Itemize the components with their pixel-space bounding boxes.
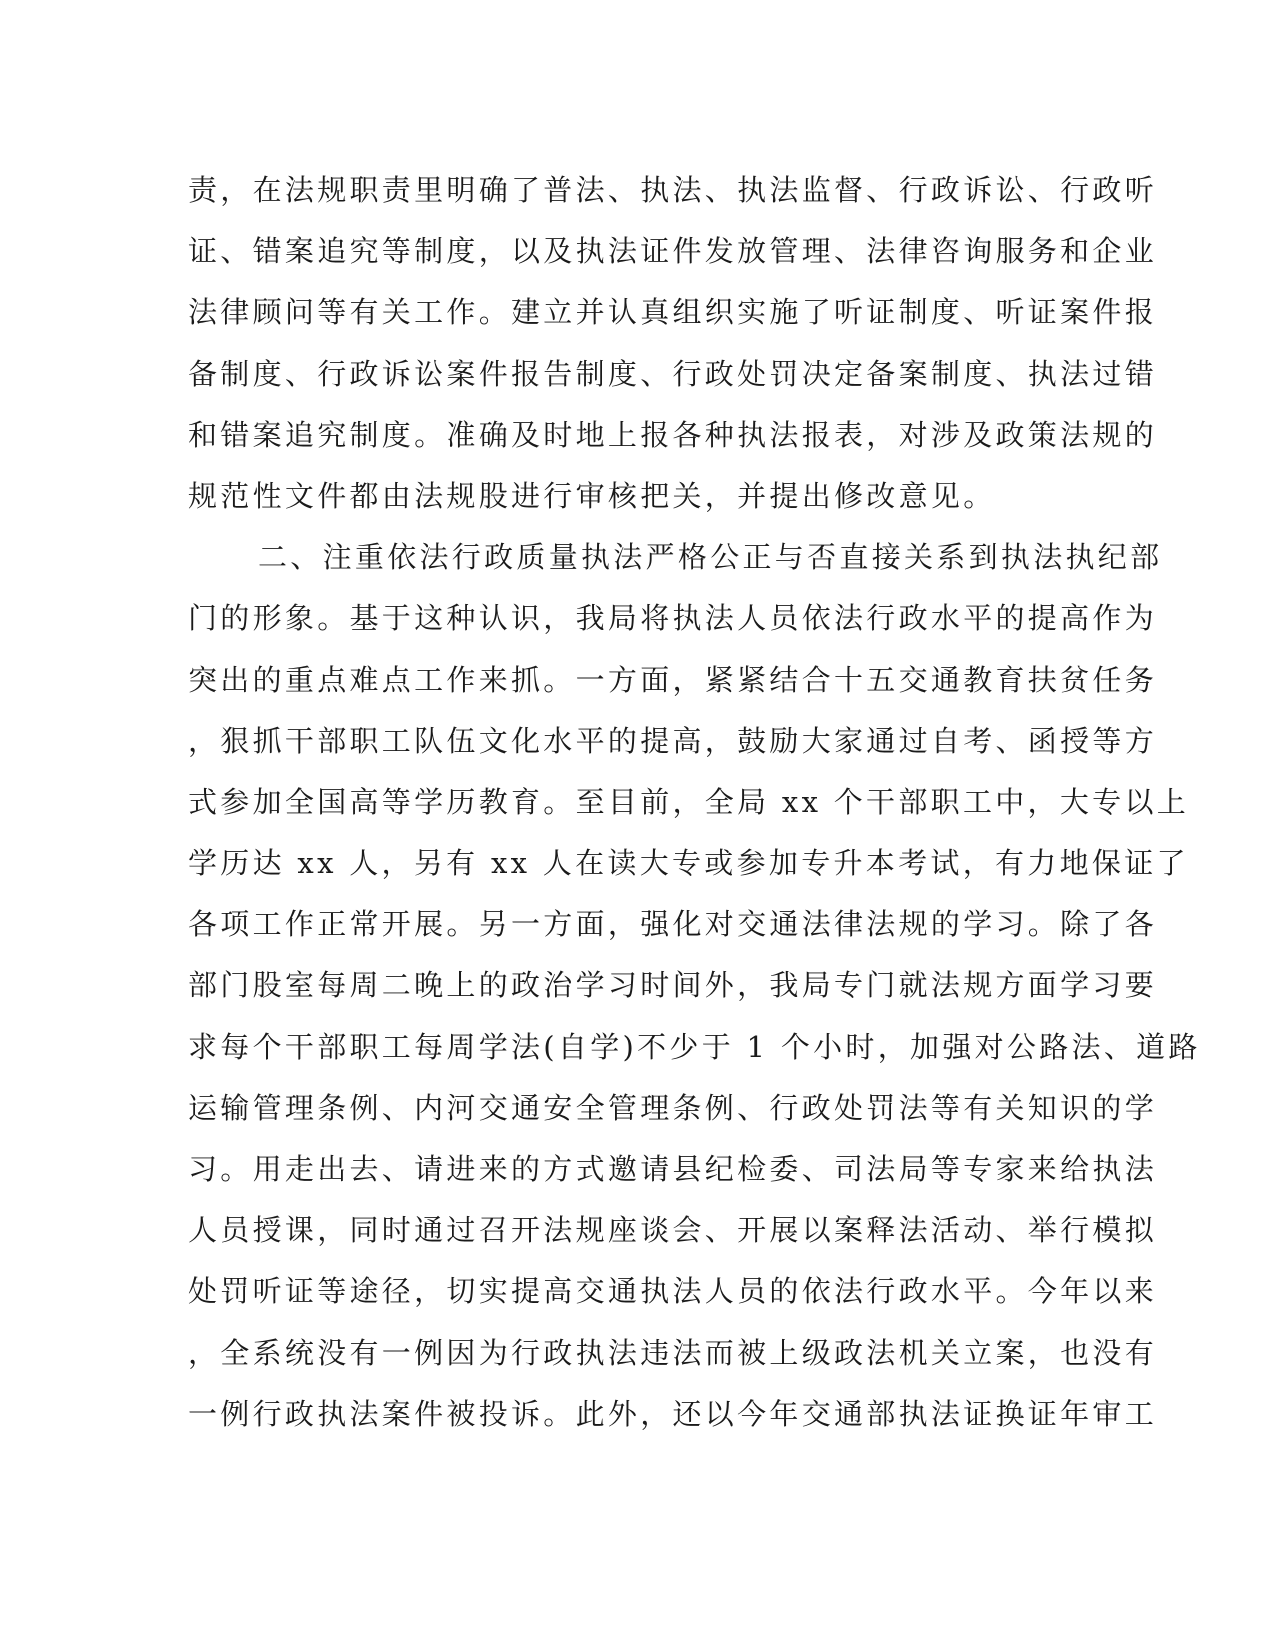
text-line-3: 法律顾问等有关工作。建立并认真组织实施了听证制度、听证案件报 xyxy=(188,295,1158,330)
text-line-2: 证、错案追究等制度，以及执法证件发放管理、法律咨询服务和企业 xyxy=(188,234,1158,269)
text-line-11: 式参加全国高等学历教育。至目前，全局 xx 个干部职工中，大专以上 xyxy=(188,784,1190,819)
text-line-10: ，狠抓干部职工队伍文化水平的提高，鼓励大家通过自考、函授等方 xyxy=(188,723,1158,758)
text-line-15: 求每个干部职工每周学法(自学)不少于 1 个小时，加强对公路法、道路 xyxy=(188,1029,1201,1064)
text-line-12: 学历达 xx 人，另有 xx 人在读大专或参加专升本考试，有力地保证了 xyxy=(188,846,1189,881)
text-line-14: 部门股室每周二晚上的政治学习时间外，我局专门就法规方面学习要 xyxy=(188,968,1158,1003)
text-line-16: 运输管理条例、内河交通安全管理条例、行政处罚法等有关知识的学 xyxy=(188,1090,1158,1125)
body-text xyxy=(188,160,1201,1445)
text-line-1: 责，在法规职责里明确了普法、执法、执法监督、行政诉讼、行政听 xyxy=(188,173,1158,207)
text-line-5: 和错案追究制度。准确及时地上报各种执法报表，对涉及政策法规的 xyxy=(188,417,1158,452)
text-line-4: 备制度、行政诉讼案件报告制度、行政处罚决定备案制度、执法过错 xyxy=(188,356,1158,391)
text-line-6: 规范性文件都由法规股进行审核把关，并提出修改意见。 xyxy=(188,478,996,513)
text-line-21: 一例行政执法案件被投诉。此外，还以今年交通部执法证换证年审工 xyxy=(188,1396,1158,1431)
text-line-19: 处罚听证等途径，切实提高交通执法人员的依法行政水平。今年以来 xyxy=(188,1274,1158,1309)
text-line-20: ，全系统没有一例因为行政执法违法而被上级政法机关立案，也没有 xyxy=(188,1335,1158,1370)
text-line-18: 人员授课，同时通过召开法规座谈会、开展以案释法活动、举行模拟 xyxy=(188,1213,1158,1248)
text-line-8: 门的形象。基于这种认识，我局将执法人员依法行政水平的提高作为 xyxy=(188,601,1158,636)
text-line-13: 各项工作正常开展。另一方面，强化对交通法律法规的学习。除了各 xyxy=(188,907,1158,942)
text-line-9: 突出的重点难点工作来抓。一方面，紧紧结合十五交通教育扶贫任务 xyxy=(188,662,1158,697)
paragraph-2-first-line: 二、注重依法行政质量执法严格公正与否直接关系到执法执纪部 xyxy=(258,540,1163,575)
text-line-17: 习。用走出去、请进来的方式邀请县纪检委、司法局等专家来给执法 xyxy=(188,1152,1158,1186)
